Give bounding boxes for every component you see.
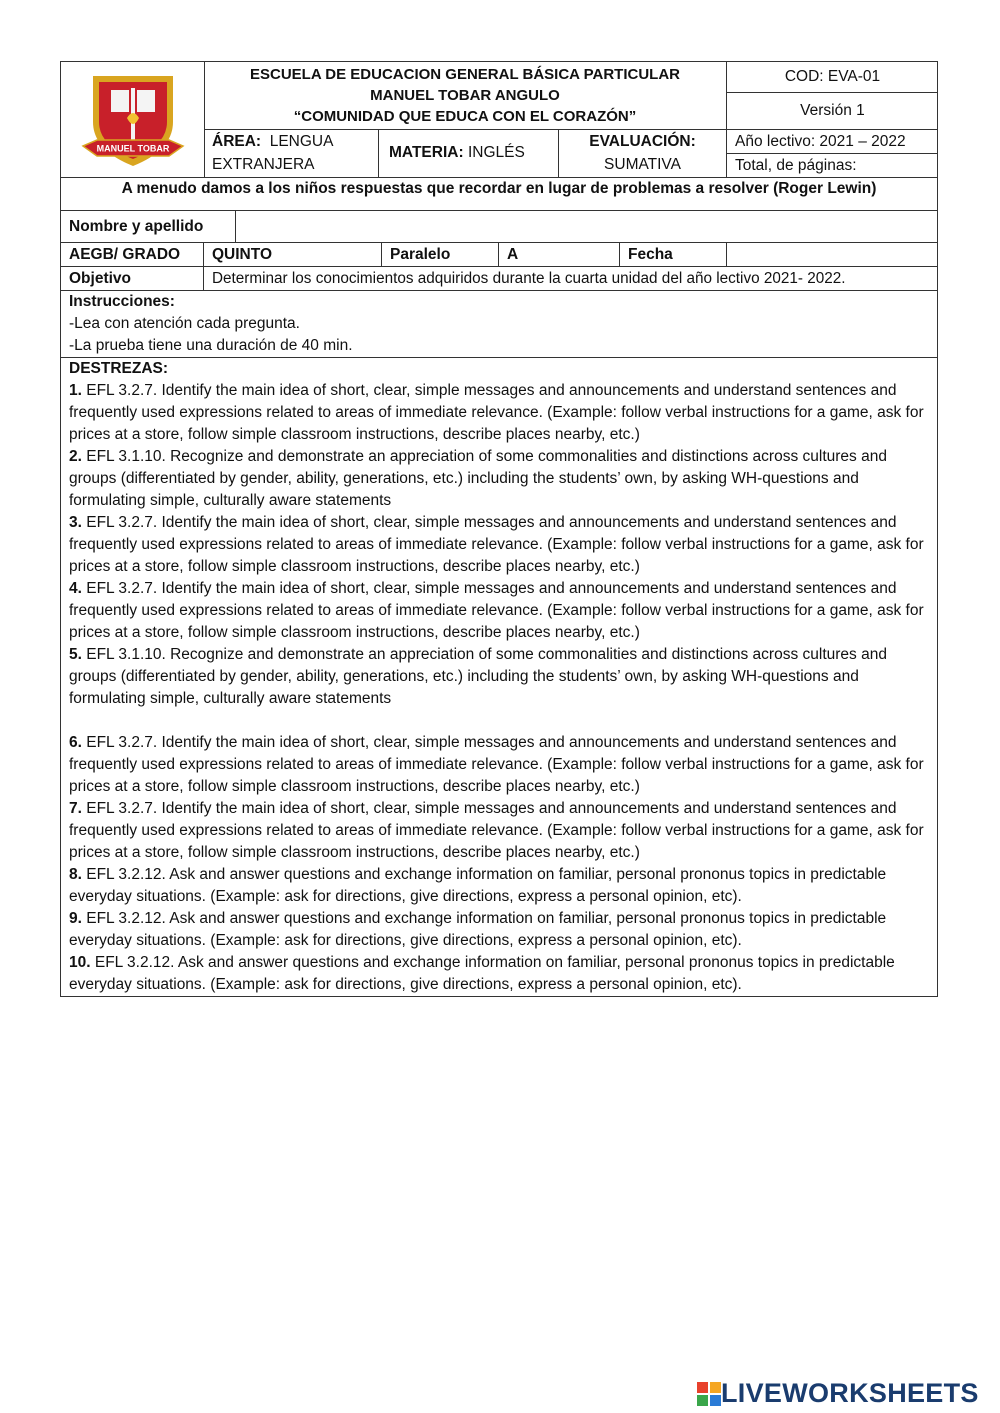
instrucciones-label: Instrucciones: (69, 293, 175, 310)
destreza-item: 4. EFL 3.2.7. Identify the main idea of short, clear, simple messages and announcements and understand sentences and frequently used expressions related to areas of immediate relevance. (Example: follow verbal instructions for a game, ask for prices at a store, follow simple classroom instructions, describe places nearby, etc.) (69, 580, 924, 641)
destreza-item: 2. EFL 3.1.10. Recognize and demonstrate an appreciation of some commonalities and distinctions across cultures and groups (differentiated by gender, ability, generations, etc.) including the students’ own, by asking WH-questions and formulating simple, culturally aware statements (69, 448, 887, 509)
school-name (204, 62, 727, 130)
destreza-item: 10. EFL 3.2.12. Ask and answer questions and exchange information on familiar, personal prononus topics in predictable everyday situations. (Example: ask for directions, give directions, express a personal opinion, etc). (69, 954, 895, 993)
quote: A menudo damos a los niños respuestas que recordar en lugar de problemas a resolver (Roger Lewin) (121, 180, 877, 197)
grado-value: QUINTO (204, 243, 382, 266)
grado-row (61, 243, 937, 267)
paralelo-value: A (499, 243, 620, 266)
area-cell (204, 130, 379, 177)
area-value-2: EXTRANJERA (212, 156, 315, 173)
destreza-item: 8. EFL 3.2.12. Ask and answer questions and exchange information on familiar, personal prononus topics in predictable everyday situations. (Example: ask for directions, give directions, express a personal opinion, etc). (69, 866, 887, 905)
evaluacion-value: SUMATIVA (604, 156, 681, 173)
destrezas-row (61, 358, 937, 996)
evaluacion-cell (559, 130, 727, 177)
header-block (61, 62, 937, 178)
area-value-1: LENGUA (269, 133, 334, 150)
objetivo-label: Objetivo (61, 267, 204, 290)
objetivo-text: Determinar los conocimientos adquiridos durante la cuarta unidad del año lectivo 2021- 2022. (212, 270, 846, 287)
svg-text:MANUEL TOBAR: MANUEL TOBAR (96, 143, 169, 153)
fecha-field[interactable] (727, 243, 937, 266)
school-logo (61, 62, 205, 177)
liveworksheets-logo[interactable] (697, 1378, 979, 1409)
instrucciones-row (61, 291, 937, 358)
fecha-label: Fecha (620, 243, 727, 266)
destreza-item: 1. EFL 3.2.7. Identify the main idea of short, clear, simple messages and announcements and understand sentences and frequently used expressions related to areas of immediate relevance. (Example: follow verbal instructions for a game, ask for prices at a store, follow simple classroom instructions, describe places nearby, etc.) (69, 382, 924, 443)
spacer (69, 710, 929, 732)
quote-row (61, 178, 937, 211)
destreza-item: 5. EFL 3.1.10. Recognize and demonstrate an appreciation of some commonalities and distinctions across cultures and groups (differentiated by gender, ability, generations, etc.) including the students’ own, by asking WH-questions and formulating simple, culturally aware statements (69, 646, 887, 707)
liveworksheets-icon (697, 1382, 721, 1406)
nombre-row (61, 211, 937, 243)
area-label: ÁREA: (212, 133, 262, 150)
destreza-item: 3. EFL 3.2.7. Identify the main idea of short, clear, simple messages and announcements and understand sentences and frequently used expressions related to areas of immediate relevance. (Example: follow verbal instructions for a game, ask for prices at a store, follow simple classroom instructions, describe places nearby, etc.) (69, 514, 924, 575)
destreza-item: 7. EFL 3.2.7. Identify the main idea of short, clear, simple messages and announcements and understand sentences and frequently used expressions related to areas of immediate relevance. (Example: follow verbal instructions for a game, ask for prices at a store, follow simple classroom instructions, describe places nearby, etc.) (69, 800, 924, 861)
school-line-2: MANUEL TOBAR ANGULO (370, 87, 560, 104)
instrucciones-block (61, 291, 937, 357)
instruccion-item: -La prueba tiene una duración de 40 min. (69, 337, 353, 354)
evaluation-sheet (60, 61, 938, 997)
evaluacion-label: EVALUACIÓN: (589, 133, 696, 150)
document-code: COD: EVA-01 (727, 62, 938, 93)
destreza-item: 6. EFL 3.2.7. Identify the main idea of short, clear, simple messages and announcements and understand sentences and frequently used expressions related to areas of immediate relevance. (Example: follow verbal instructions for a game, ask for prices at a store, follow simple classroom instructions, describe places nearby, etc.) (69, 734, 924, 795)
instruccion-item: -Lea con atención cada pregunta. (69, 315, 300, 332)
materia-value: INGLÉS (467, 144, 525, 161)
liveworksheets-brand: LIVEWORKSHEETS (721, 1378, 979, 1408)
anio-lectivo: Año lectivo: 2021 – 2022 (727, 130, 938, 154)
school-line-1: ESCUELA DE EDUCACION GENERAL BÁSICA PARTICULAR (249, 66, 681, 83)
nombre-label: Nombre y apellido (61, 211, 236, 242)
materia-cell (379, 130, 559, 177)
paralelo-label: Paralelo (382, 243, 499, 266)
materia-label: MATERIA: (389, 144, 464, 161)
destrezas-label: DESTREZAS: (69, 360, 169, 377)
total-paginas: Total, de páginas: (735, 157, 857, 174)
destreza-item: 9. EFL 3.2.12. Ask and answer questions and exchange information on familiar, personal prononus topics in predictable everyday situations. (Example: ask for directions, give directions, express a personal opinion, etc). (69, 910, 887, 949)
school-crest-icon (81, 70, 185, 170)
destrezas-block (61, 358, 937, 996)
school-line-3: “COMUNIDAD QUE EDUCA CON EL CORAZÓN” (293, 108, 637, 125)
objetivo-row (61, 267, 937, 291)
document-version: Versión 1 (727, 93, 938, 130)
grado-label: AEGB/ GRADO (61, 243, 204, 266)
nombre-field[interactable] (236, 211, 937, 242)
